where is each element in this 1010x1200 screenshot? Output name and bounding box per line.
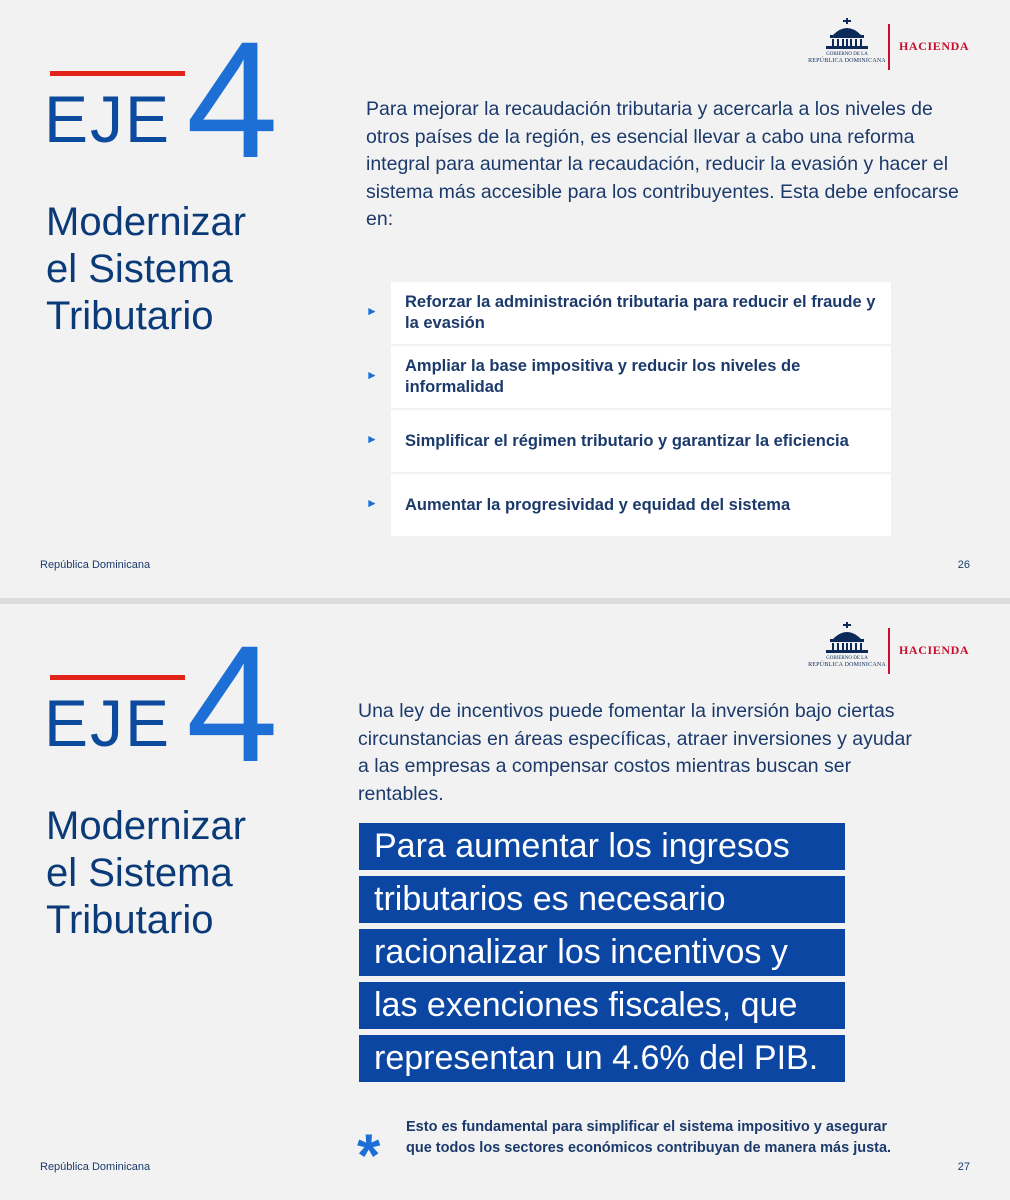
list-item-box [391,282,891,344]
republica-label: REPÚBLICA DOMINICANA [808,662,886,668]
gobierno-label: GOBIERNO DE LA [826,52,868,57]
republica-label: REPÚBLICA DOMINICANA [808,58,886,64]
eje-label: EJE [44,686,172,760]
red-accent-bar [50,675,185,680]
triangle-bullet-icon: ► [366,304,378,318]
gobierno-label: GOBIERNO DE LA [826,656,868,661]
eje-label: EJE [44,82,172,156]
title-line-1: Modernizar [46,200,247,244]
footer-country: República Dominicana [40,559,151,571]
eje-number: 4 [186,612,279,797]
highlight-line-text: tributarios es necesario [359,876,845,923]
triangle-bullet-icon: ► [366,368,378,382]
highlight-line-text: representan un 4.6% del PIB. [359,1035,845,1082]
slide-title [46,803,246,944]
eje-number: 4 [186,8,279,193]
government-dome-icon [816,18,878,52]
list-item-box [391,474,891,536]
hacienda-label: HACIENDA [899,643,970,657]
title-line-3: Tributario [46,294,214,338]
highlight-line-text: Para aumentar los ingresos [359,823,845,870]
hacienda-label: HACIENDA [899,39,970,53]
page-number: 27 [957,1161,970,1173]
title-line-3: Tributario [46,898,214,942]
list-item-text: Aumentar la progresividad y equidad del sistema [405,495,791,514]
list-item-text: Ampliar la base impositiva y reducir los niveles de informalidad [405,357,801,396]
list-item-box [391,410,891,472]
footnote-text: Esto es fundamental para simplificar el sistema impositivo y asegurar que todos los sectores económicos contribuyan de manera más justa. [406,1119,892,1156]
title-line-1: Modernizar [46,804,247,848]
logo-divider [888,24,890,70]
highlight-line-text: las exenciones fiscales, que [359,982,845,1029]
footer-country: República Dominicana [40,1161,151,1173]
highlight-line-text: racionalizar los incentivos y [359,929,845,976]
logo-divider [888,628,890,674]
slide-27 [0,604,1010,1200]
gobierno-hacienda-logo [808,18,978,68]
list-item [366,474,892,536]
list-item [366,410,892,472]
list-item-box [391,346,891,408]
list-item-text: Reforzar la administración tributaria para reducir el fraude y la evasión [405,293,876,332]
triangle-bullet-icon: ► [366,496,378,510]
focus-list [366,282,892,538]
asterisk-icon: * [357,1122,381,1189]
government-dome-icon [816,622,878,656]
list-item-text: Simplificar el régimen tributario y garantizar la eficiencia [405,431,849,450]
gobierno-hacienda-logo [808,622,978,672]
triangle-bullet-icon: ► [366,432,378,446]
intro-paragraph: Para mejorar la recaudación tributaria y acercarla a los niveles de otros países de la región, es esencial llevar a cabo una reforma integral para aumentar la recaudación, reducir la evasión y hacer el sistema más accesible para los contribuyentes. Esta debe enfocarse en: [366,98,959,230]
slide-title [46,199,246,340]
list-item [366,282,892,344]
slide-26 [0,0,1010,598]
list-item [366,346,892,408]
red-accent-bar [50,71,185,76]
title-line-2: el Sistema [46,851,233,895]
title-line-2: el Sistema [46,247,233,291]
page-number: 26 [957,559,970,571]
intro-paragraph: Una ley de incentivos puede fomentar la inversión bajo ciertas circunstancias en áreas específicas, atraer inversiones y ayudar a las empresas a compensar costos mientras buscan ser rentables. [358,700,912,805]
